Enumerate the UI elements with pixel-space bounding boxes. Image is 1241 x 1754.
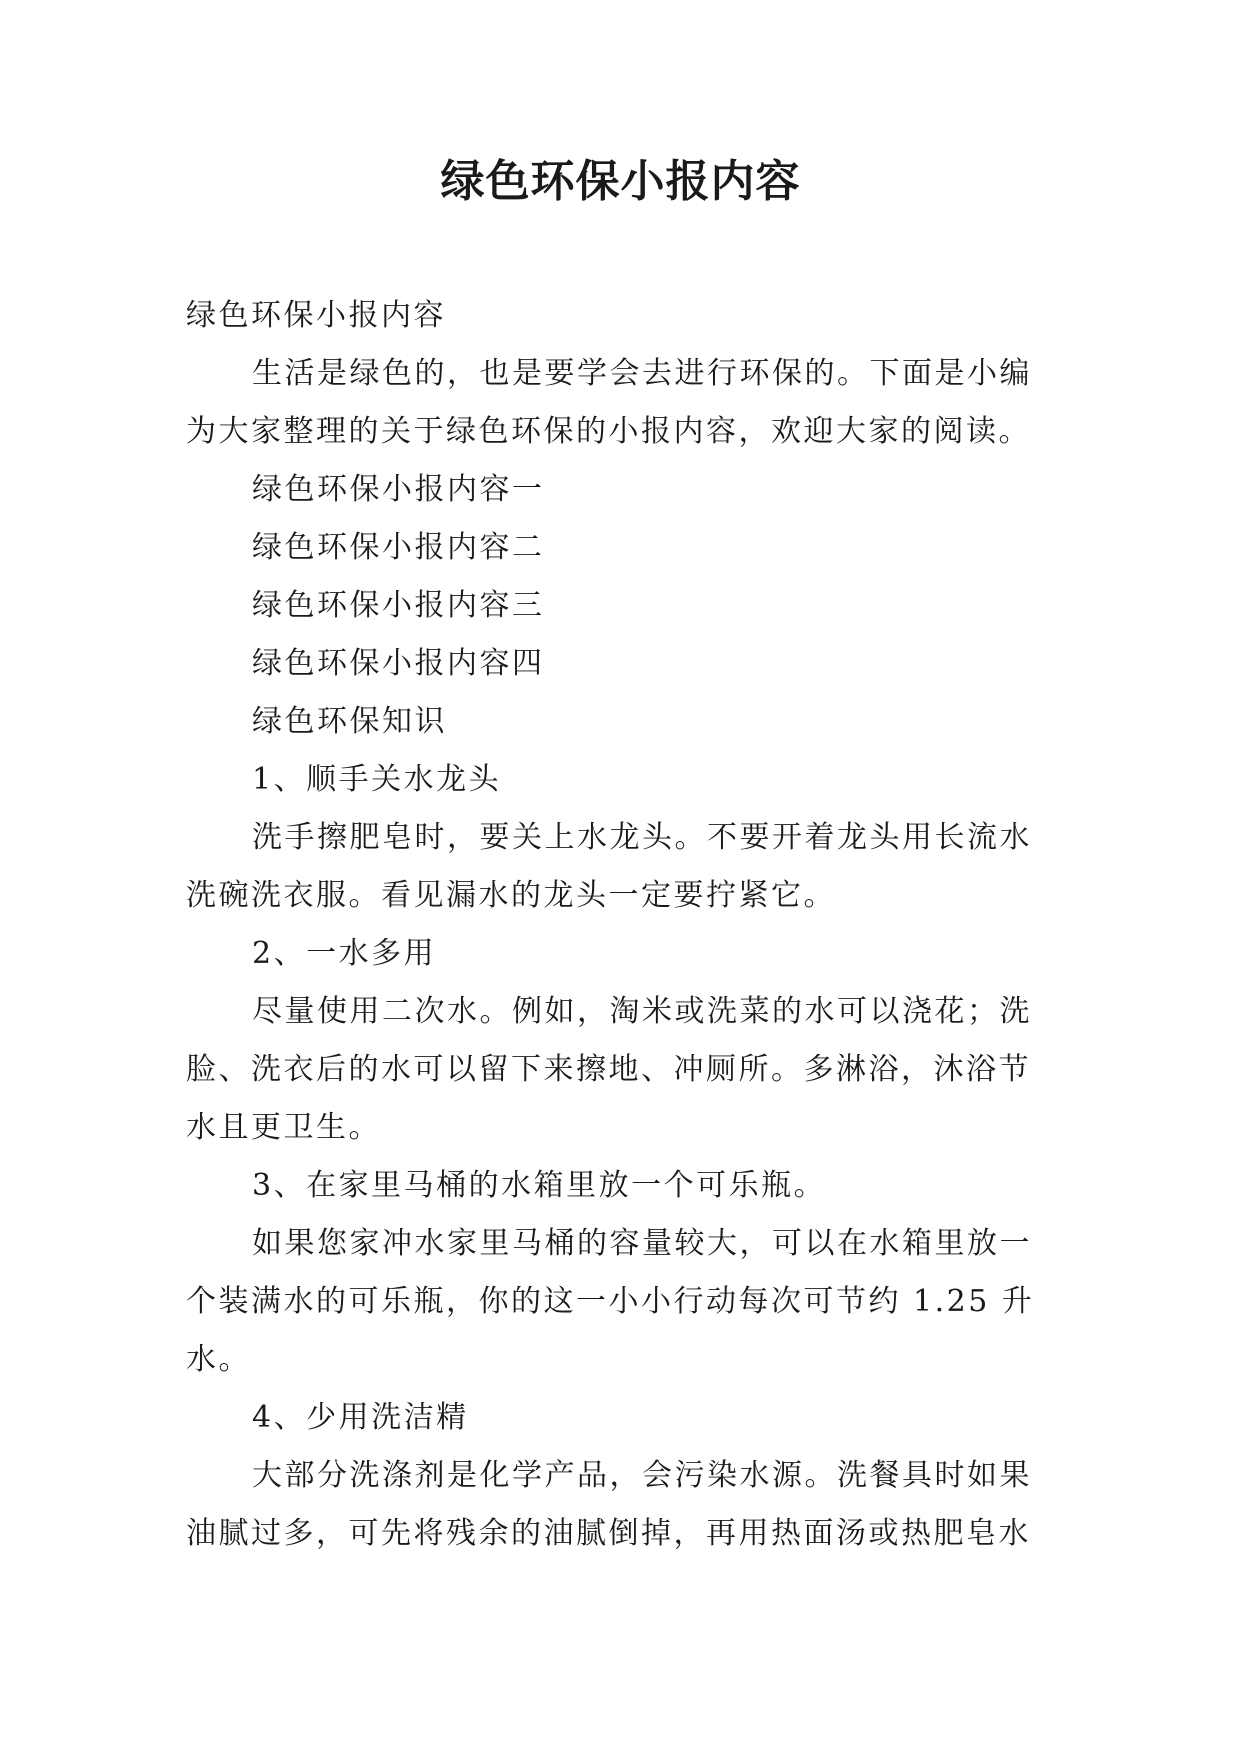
body-line: 绿色环保小报内容一: [252, 472, 545, 507]
body-line: 洗手擦肥皂时，要关上水龙头。不要开着龙头用长流水: [252, 820, 1032, 855]
body-line: 绿色环保小报内容三: [252, 588, 545, 623]
body-line: 绿色环保小报内容二: [252, 530, 545, 565]
body-line: 4、少用洗洁精: [252, 1400, 469, 1435]
document-body: [186, 287, 1056, 1563]
body-line: 为大家整理的关于绿色环保的小报内容，欢迎大家的阅读。: [186, 414, 1031, 449]
body-line: 1、顺手关水龙头: [252, 762, 502, 797]
body-line: 2、一水多用: [252, 936, 437, 971]
body-line: 水且更卫生。: [186, 1110, 381, 1145]
body-line: 尽量使用二次水。例如，淘米或洗菜的水可以浇花；洗: [252, 994, 1032, 1029]
body-line: 个装满水的可乐瓶，你的这一小小行动每次可节约 1.25 升: [186, 1284, 1035, 1319]
document-title: 绿色环保小报内容: [440, 156, 801, 207]
body-line: 3、在家里马桶的水箱里放一个可乐瓶。: [252, 1168, 827, 1203]
body-line: 生活是绿色的，也是要学会去进行环保的。下面是小编: [252, 356, 1032, 391]
body-line: 水。: [186, 1342, 251, 1377]
body-line: 油腻过多，可先将残余的油腻倒掉，再用热面汤或热肥皂水: [186, 1516, 1031, 1551]
body-line: 大部分洗涤剂是化学产品，会污染水源。洗餐具时如果: [252, 1458, 1032, 1493]
body-line: 如果您家冲水家里马桶的容量较大，可以在水箱里放一: [252, 1226, 1032, 1261]
body-line: 脸、洗衣后的水可以留下来擦地、冲厕所。多淋浴，沐浴节: [186, 1052, 1031, 1087]
body-line: 绿色环保小报内容: [186, 298, 446, 333]
body-line: 绿色环保知识: [252, 704, 447, 739]
body-line: 绿色环保小报内容四: [252, 646, 545, 681]
body-line: 洗碗洗衣服。看见漏水的龙头一定要拧紧它。: [186, 878, 836, 913]
